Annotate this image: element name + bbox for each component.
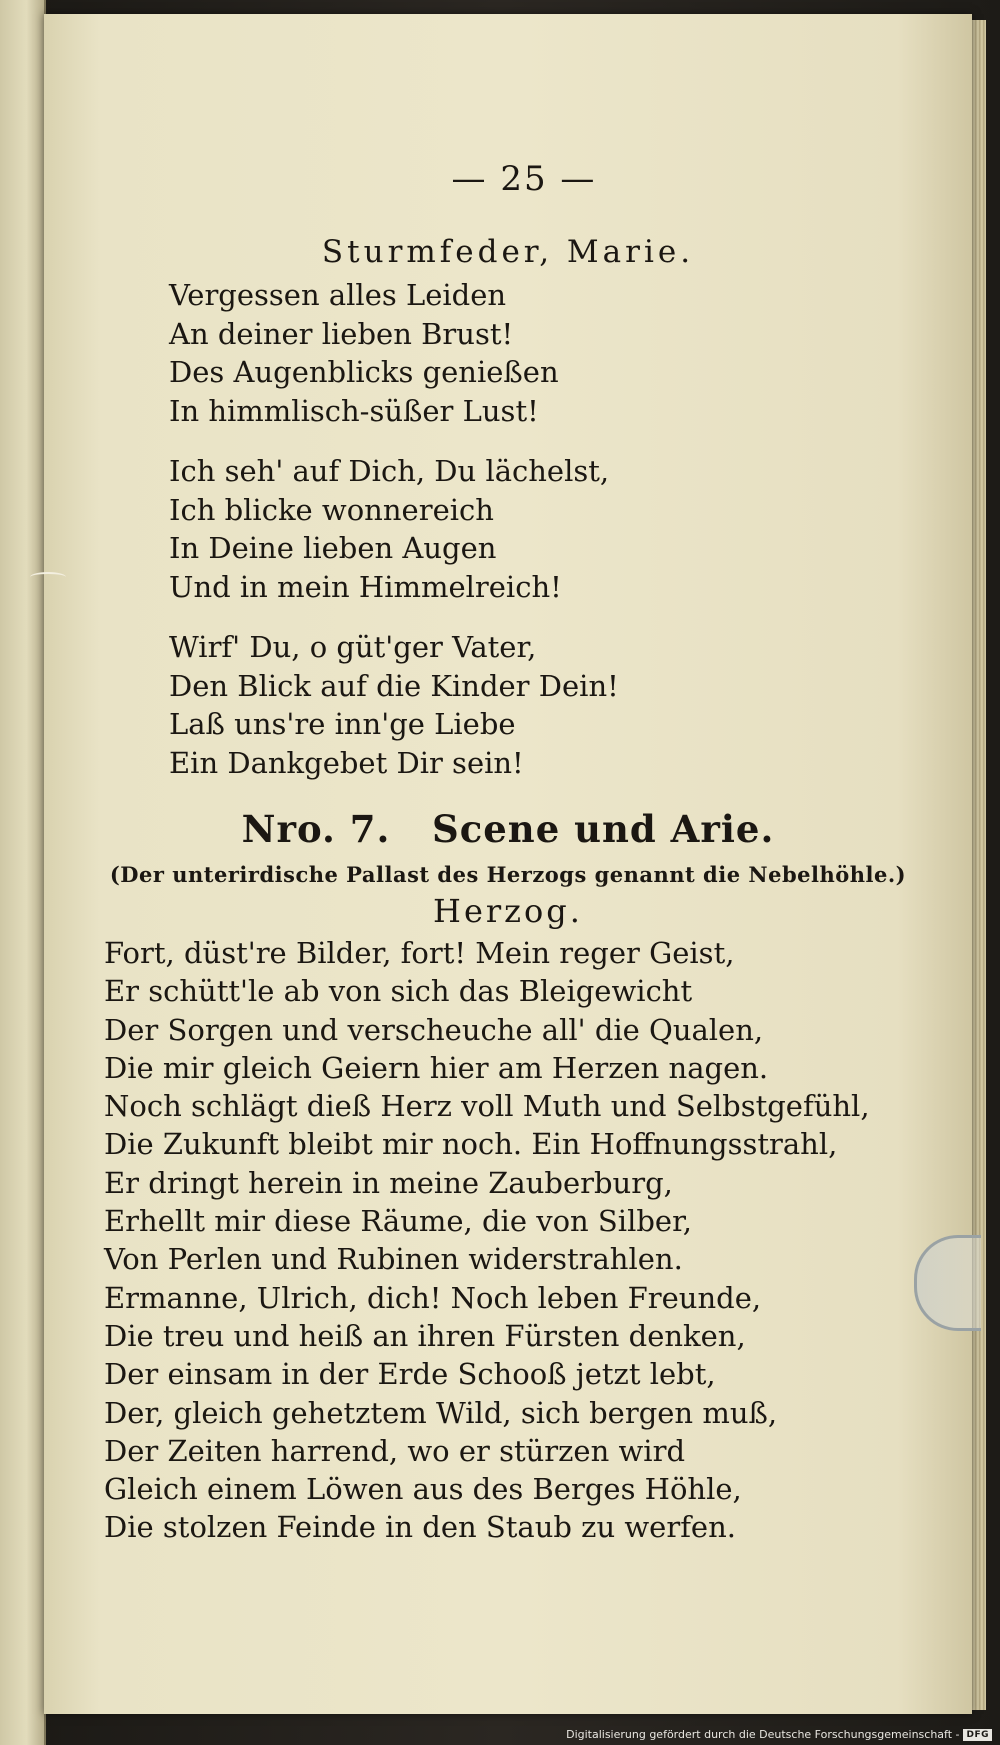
- verse-line: Den Blick auf die Kinder Dein!: [169, 668, 619, 703]
- verse-line: Wirf' Du, o güt'ger Vater,: [169, 630, 537, 664]
- page-number: — 25 —: [451, 159, 597, 199]
- speakers-heading: Sturmfeder, Marie.: [321, 234, 695, 270]
- verse-line: Er schütt'le ab von sich das Bleigewicht: [104, 974, 693, 1009]
- verse-line: Noch schlägt dieß Herz voll Muth und Selbstgefühl,: [104, 1089, 870, 1124]
- number-heading: Nro. 7. Scene und Arie.: [241, 807, 775, 851]
- stage-direction: (Der unterirdische Pallast des Herzogs genannt die Nebelhöhle.): [109, 862, 907, 887]
- verse-line: Ein Dankgebet Dir sein!: [169, 745, 524, 780]
- binding-thread: [30, 572, 66, 582]
- verse-line: Die treu und heiß an ihren Fürsten denken,: [104, 1318, 746, 1353]
- verse-line: Von Perlen und Rubinen widerstrahlen.: [104, 1242, 683, 1277]
- dfg-logo: DFG: [963, 1729, 992, 1741]
- verse-line: Erhellt mir diese Räume, die von Silber,: [104, 1204, 692, 1239]
- verse-line: Und in mein Himmelreich!: [169, 569, 562, 604]
- page-text: [44, 14, 972, 1714]
- stanza-2: [169, 452, 609, 606]
- left-page-edge: [0, 0, 46, 1745]
- verse-line: Der, gleich gehetztem Wild, sich bergen muß,: [104, 1395, 778, 1430]
- verse-line: Die stolzen Feinde in den Staub zu werfen.: [104, 1510, 736, 1545]
- verse-line: Die mir gleich Geiern hier am Herzen nagen.: [104, 1050, 769, 1085]
- verse-line: Er dringt herein in meine Zauberburg,: [104, 1165, 673, 1200]
- speaker-heading: Herzog.: [433, 892, 583, 930]
- verse-line: Der Zeiten harrend, wo er stürzen wird: [104, 1433, 686, 1468]
- aria-text: [104, 934, 870, 1547]
- verse-line: In himmlisch-süßer Lust!: [169, 393, 539, 428]
- book-page: [44, 14, 972, 1714]
- verse-line: Der einsam in der Erde Schooß jetzt lebt,: [104, 1357, 716, 1392]
- verse-line: Fort, düst're Bilder, fort! Mein reger Geist,: [104, 936, 735, 970]
- verse-line: Gleich einem Löwen aus des Berges Höhle,: [104, 1472, 742, 1507]
- verse-line: An deiner lieben Brust!: [169, 316, 514, 351]
- stanza-3: [169, 628, 619, 782]
- verse-line: In Deine lieben Augen: [169, 531, 497, 565]
- credit-text: Digitalisierung gefördert durch die Deutsche Forschungsgemeinschaft -: [566, 1728, 960, 1741]
- verse-line: Vergessen alles Leiden: [169, 278, 507, 312]
- verse-line: Ich blicke wonnereich: [169, 492, 494, 527]
- stanza-1: [169, 276, 559, 430]
- verse-line: Ich seh' auf Dich, Du lächelst,: [169, 454, 610, 488]
- verse-line: Laß uns're inn'ge Liebe: [169, 707, 516, 741]
- verse-line: Die Zukunft bleibt mir noch. Ein Hoffnungsstrahl,: [104, 1127, 838, 1162]
- verse-line: Des Augenblicks genießen: [169, 355, 559, 389]
- verse-line: Der Sorgen und verscheuche all' die Qualen,: [104, 1012, 764, 1047]
- verse-line: Ermanne, Ulrich, dich! Noch leben Freunde,: [104, 1280, 762, 1315]
- digitization-credit: [566, 1728, 992, 1741]
